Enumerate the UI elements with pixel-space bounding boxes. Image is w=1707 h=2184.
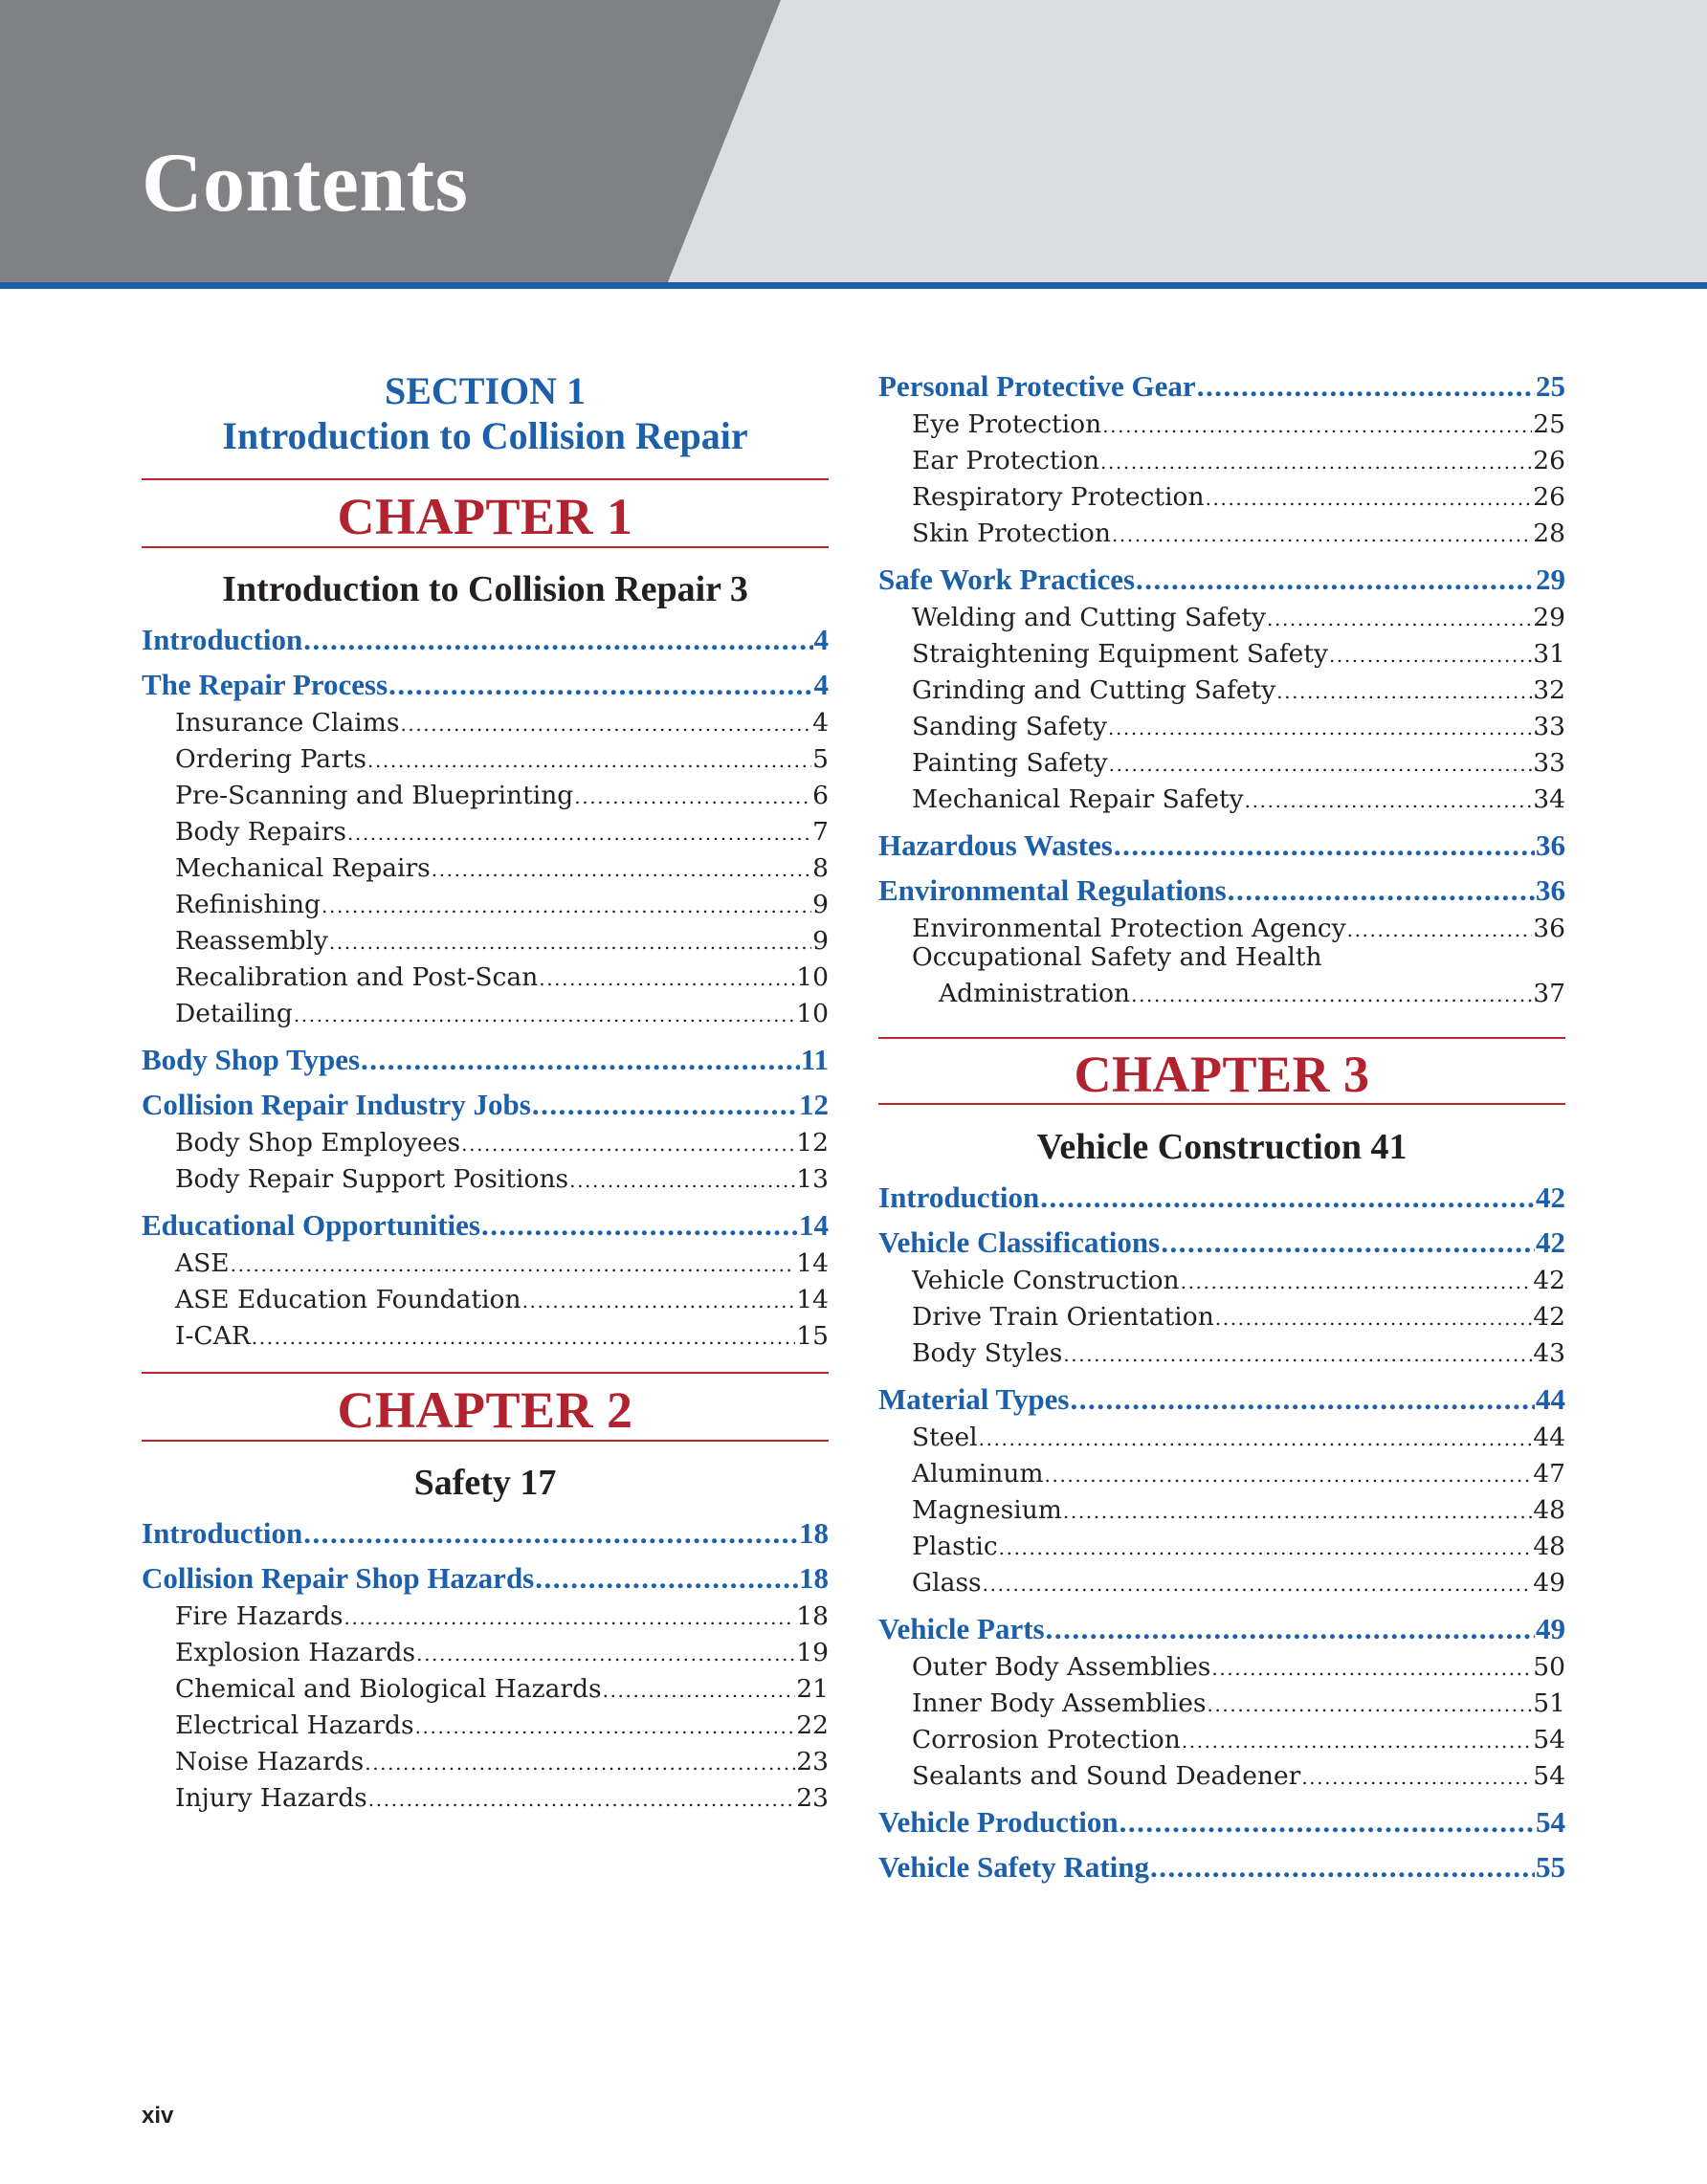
dot-leader (1063, 1337, 1532, 1371)
toc-subentry[interactable] (912, 445, 1565, 478)
toc-entry-page: 9 (812, 926, 829, 956)
dot-leader (1045, 1458, 1533, 1491)
dot-leader (367, 743, 811, 777)
toc-entry-text: Vehicle Classifications (878, 1225, 1161, 1259)
header-blue-rule (0, 282, 1707, 289)
toc-entry-page: 44 (1536, 1382, 1565, 1416)
toc-heading-entry[interactable] (142, 1208, 829, 1243)
dot-leader (1070, 1382, 1535, 1417)
chapter-3-title: Vehicle Construction 41 (1036, 1127, 1408, 1167)
toc-entry-text: Electrical Hazards (175, 1710, 414, 1740)
toc-heading-entry[interactable] (142, 1561, 829, 1596)
toc-entry-text: Mechanical Repair Safety (912, 784, 1244, 814)
toc-entry-text: Ordering Parts (175, 744, 366, 774)
chapter-rule-bottom (142, 546, 829, 548)
toc-subentry[interactable] (175, 743, 829, 777)
toc-entry-text: Corrosion Protection (912, 1725, 1181, 1754)
dot-leader (1150, 1850, 1535, 1885)
toc-entry-page: 26 (1533, 482, 1565, 512)
chapter-1-title: Introduction to Collision Repair 3 (222, 569, 748, 609)
dot-leader (522, 1284, 796, 1317)
toc-entry-text: Vehicle Construction (912, 1266, 1180, 1295)
dot-leader (1245, 783, 1533, 817)
dot-leader (1108, 711, 1532, 744)
toc-subentry[interactable] (912, 481, 1565, 515)
toc-entry-page: 29 (1533, 603, 1565, 632)
toc-subentry[interactable] (175, 780, 829, 813)
toc-subentry[interactable] (912, 638, 1565, 672)
toc-subentry[interactable] (175, 1782, 829, 1816)
toc-entry-text: Material Types (878, 1382, 1070, 1416)
toc-entry-page: 36 (1533, 914, 1565, 943)
toc-entry-page: 4 (812, 708, 829, 738)
toc-entry-text: Inner Body Assemblies (912, 1688, 1207, 1718)
toc-entry-text: Explosion Hazards (175, 1638, 416, 1667)
toc-entry-page: 9 (812, 890, 829, 919)
toc-entry-page: 42 (1536, 1180, 1565, 1214)
dot-leader (416, 1637, 795, 1670)
dot-leader (481, 1208, 798, 1243)
toc-entry-page: 26 (1533, 446, 1565, 475)
toc-entry-page: 34 (1533, 784, 1565, 814)
toc-entry-text: Ear Protection (912, 446, 1100, 475)
toc-entry-page: 7 (812, 817, 829, 847)
toc-entry-text: Body Shop Employees (175, 1128, 461, 1158)
toc-entry-page: 6 (812, 781, 829, 810)
dot-leader (1182, 1724, 1532, 1757)
toc-entry-text: Environmental Regulations (878, 873, 1227, 907)
toc-entry-page: 49 (1533, 1568, 1565, 1598)
toc-subentry[interactable] (175, 1746, 829, 1779)
dot-leader (344, 1600, 796, 1634)
toc-entry-page: 18 (799, 1516, 829, 1550)
toc-entry-page: 31 (1533, 639, 1565, 669)
toc-entry-page: 23 (796, 1747, 829, 1776)
dot-leader (539, 961, 795, 995)
toc-entry-text: Vehicle Safety Rating (878, 1850, 1149, 1884)
dot-leader (1228, 873, 1535, 908)
dot-leader (1114, 828, 1535, 863)
toc-entry-text: ASE Education Foundation (175, 1285, 521, 1314)
dot-leader (347, 816, 811, 849)
toc-entry-osha[interactable] (939, 978, 1565, 1011)
toc-entry-text: Introduction (878, 1180, 1040, 1214)
dot-leader (1215, 1301, 1532, 1335)
toc-entry-page: 8 (812, 853, 829, 883)
toc-entry-page: 44 (1533, 1423, 1565, 1452)
dot-leader (1063, 1494, 1532, 1528)
toc-entry-page: 29 (1536, 563, 1565, 596)
toc-entry-page: 51 (1533, 1688, 1565, 1718)
toc-entry-page: 14 (796, 1248, 829, 1278)
toc-entry-text: Pre-Scanning and Blueprinting (175, 781, 574, 810)
toc-subentry[interactable] (175, 1600, 829, 1634)
toc-subentry[interactable] (912, 1724, 1565, 1757)
toc-entry-text: Chemical and Biological Hazards (175, 1674, 602, 1704)
chapter-2-title: Safety 17 (413, 1463, 557, 1503)
dot-leader (1120, 1805, 1535, 1840)
toc-entry-text: Collision Repair Shop Hazards (142, 1561, 535, 1595)
toc-heading-entry[interactable] (142, 623, 829, 657)
section-label: SECTION 1 (384, 369, 587, 412)
toc-heading-entry[interactable] (878, 1225, 1565, 1260)
toc-entry-text: Grinding and Cutting Safety (912, 675, 1276, 705)
page-folio: xiv (142, 2103, 174, 2129)
dot-leader (1301, 1760, 1532, 1794)
dot-leader (329, 925, 811, 959)
toc-subentry[interactable] (912, 602, 1565, 635)
toc-entry-page: 48 (1533, 1532, 1565, 1561)
dot-leader (461, 1127, 795, 1160)
dot-leader (1181, 1265, 1533, 1298)
dot-leader (1197, 369, 1535, 404)
toc-heading-entry[interactable] (878, 1612, 1565, 1646)
toc-entry-page: 54 (1533, 1761, 1565, 1791)
toc-subentry[interactable] (175, 707, 829, 740)
toc-entry-page: 49 (1536, 1612, 1565, 1645)
toc-entry-text: Detailing (175, 999, 293, 1028)
toc-subentry[interactable] (912, 1265, 1565, 1298)
toc-subentry[interactable] (175, 961, 829, 995)
toc-entry-text: Vehicle Production (878, 1805, 1119, 1839)
toc-entry-text: Straightening Equipment Safety (912, 639, 1328, 669)
toc-subentry[interactable] (912, 1458, 1565, 1491)
toc-entry-text: Sealants and Sound Deadener (912, 1761, 1301, 1791)
toc-entry-page: 12 (799, 1088, 829, 1121)
chapter-1-label: CHAPTER 1 (337, 488, 633, 545)
toc-subentry[interactable] (912, 1651, 1565, 1685)
section-title: Introduction to Collision Repair (222, 414, 748, 457)
dot-leader (535, 1561, 798, 1596)
toc-entry-text: Reassembly (175, 926, 328, 956)
toc-entry-text: ASE (175, 1248, 230, 1278)
toc-heading-entry[interactable] (142, 1043, 829, 1077)
toc-subentry[interactable] (175, 1673, 829, 1707)
toc-entry-page: 48 (1533, 1495, 1565, 1525)
toc-entry-osha-line1[interactable]: Occupational Safety and Health (912, 942, 1322, 972)
dot-leader (999, 1531, 1533, 1564)
toc-subentry[interactable] (912, 1422, 1565, 1455)
dot-leader (321, 889, 811, 922)
toc-subentry[interactable] (912, 1567, 1565, 1600)
toc-entry-page: 11 (800, 1043, 829, 1076)
chapter-rule-top (142, 1372, 829, 1374)
toc-entry-text: I-CAR (175, 1321, 251, 1351)
toc-subentry[interactable] (175, 1320, 829, 1354)
dot-leader (415, 1710, 796, 1743)
dot-leader (252, 1320, 795, 1354)
toc-entry-page: 42 (1533, 1302, 1565, 1332)
toc-subentry[interactable] (912, 674, 1565, 708)
dot-leader (574, 780, 811, 813)
dot-leader (1046, 1612, 1535, 1646)
toc-entry-text: Skin Protection (912, 518, 1111, 548)
dot-leader (1211, 1651, 1532, 1685)
toc-heading-entry[interactable] (142, 668, 829, 702)
toc-entry-page: 54 (1536, 1805, 1565, 1839)
toc-entry-page: 4 (813, 668, 829, 701)
toc-entry-text: Magnesium (912, 1495, 1062, 1525)
toc-entry-text: Eye Protection (912, 409, 1102, 439)
toc-entry-page: 15 (796, 1321, 829, 1351)
chapter-rule-bottom (142, 1440, 829, 1442)
toc-subentry[interactable] (175, 889, 829, 922)
toc-entry-text: Insurance Claims (175, 708, 400, 738)
toc-entry-text: Body Repairs (175, 817, 346, 847)
toc-entry-text: Body Styles (912, 1338, 1063, 1368)
dot-leader (294, 998, 795, 1031)
toc-entry-page: 36 (1536, 828, 1565, 862)
toc-heading-entry[interactable] (878, 873, 1565, 908)
toc-entry-text: Safe Work Practices (878, 563, 1136, 596)
toc-subentry[interactable] (175, 925, 829, 959)
toc-entry-text: Administration (939, 979, 1131, 1008)
toc-subentry[interactable] (175, 1284, 829, 1317)
dot-leader (1161, 1225, 1535, 1260)
toc-subentry[interactable] (175, 1710, 829, 1743)
toc-entry-page: 43 (1533, 1338, 1565, 1368)
toc-entry-page: 14 (799, 1208, 829, 1242)
dot-leader (1136, 563, 1535, 597)
toc-entry-page: 4 (813, 623, 829, 656)
dot-leader (1276, 674, 1532, 708)
dot-leader (388, 668, 812, 702)
dot-leader (532, 1088, 798, 1122)
toc-entry-page: 21 (796, 1674, 829, 1704)
toc-entry-text: Vehicle Parts (878, 1612, 1045, 1645)
toc-subentry[interactable] (912, 711, 1565, 744)
dot-leader (1208, 1688, 1533, 1721)
toc-heading-entry[interactable] (878, 1805, 1565, 1840)
toc-subentry[interactable] (912, 408, 1565, 442)
dot-leader (303, 1516, 798, 1551)
toc-entry-page: 18 (796, 1601, 829, 1631)
chapter-3-label: CHAPTER 3 (1074, 1046, 1370, 1103)
toc-entry-page: 19 (796, 1638, 829, 1667)
dot-leader (1100, 445, 1532, 478)
toc-subentry[interactable] (175, 816, 829, 849)
page-title: Contents (142, 137, 469, 230)
toc-entry-text: Collision Repair Industry Jobs (142, 1088, 531, 1121)
toc-entry-page: 18 (799, 1561, 829, 1595)
toc-subentry[interactable] (912, 1337, 1565, 1371)
toc-subentry[interactable] (912, 1531, 1565, 1564)
toc-entry-page: 28 (1533, 518, 1565, 548)
toc-entry-text: Painting Safety (912, 748, 1108, 778)
toc-heading-entry[interactable] (142, 1516, 829, 1551)
toc-heading-entry[interactable] (878, 369, 1565, 404)
toc-heading-entry[interactable] (878, 1180, 1565, 1215)
toc-subentry[interactable] (912, 1760, 1565, 1794)
toc-entry-page: 33 (1533, 712, 1565, 741)
dot-leader (231, 1247, 796, 1281)
toc-entry-text: Injury Hazards (175, 1783, 367, 1813)
dot-leader (303, 623, 812, 657)
dot-leader (1267, 602, 1532, 635)
toc-entry-text: Body Repair Support Positions (175, 1164, 569, 1194)
dot-leader (979, 1422, 1533, 1455)
toc-entry-text: Steel (912, 1423, 978, 1452)
toc-entry-text: Recalibration and Post-Scan (175, 962, 539, 992)
toc-entry-page: 47 (1533, 1459, 1565, 1489)
dot-leader (1131, 978, 1532, 1011)
dot-leader (569, 1163, 795, 1197)
toc-entry-text: Introduction (142, 1516, 303, 1550)
toc-entry-page: 37 (1533, 979, 1565, 1008)
toc-subentry[interactable] (175, 998, 829, 1031)
dot-leader (1206, 481, 1533, 515)
toc-subentry[interactable] (912, 1688, 1565, 1721)
toc-entry-page: 25 (1536, 369, 1565, 403)
toc-entry-text: Refinishing (175, 890, 321, 919)
toc-entry-page: 10 (796, 999, 829, 1028)
dot-leader (1109, 747, 1533, 781)
toc-entry-page: 55 (1536, 1850, 1565, 1884)
toc-entry-page: 32 (1533, 675, 1565, 705)
dot-leader (432, 852, 811, 886)
toc-entry-text: Plastic (912, 1532, 998, 1561)
toc-subentry[interactable] (175, 852, 829, 886)
dot-leader (361, 1043, 800, 1077)
toc-subentry[interactable] (175, 1163, 829, 1197)
toc-entry-text: Noise Hazards (175, 1747, 365, 1776)
toc-entry-page: 54 (1533, 1725, 1565, 1754)
toc-entry-text: Personal Protective Gear (878, 369, 1196, 403)
dot-leader (1112, 518, 1532, 551)
dot-leader (1329, 638, 1532, 672)
toc-entry-text: Introduction (142, 623, 303, 656)
toc-heading-entry[interactable] (878, 828, 1565, 863)
chapter-rule-bottom (878, 1103, 1565, 1105)
toc-entry-page: 5 (812, 744, 829, 774)
toc-entry-page: 25 (1533, 409, 1565, 439)
toc-heading-entry[interactable] (142, 1088, 829, 1122)
toc-entry-page: 33 (1533, 748, 1565, 778)
toc-subentry[interactable] (912, 518, 1565, 551)
toc-entry-text: Fire Hazards (175, 1601, 344, 1631)
toc-subentry[interactable] (912, 1301, 1565, 1335)
toc-entry-text: Drive Train Orientation (912, 1302, 1214, 1332)
toc-subentry[interactable] (912, 747, 1565, 781)
toc-subentry[interactable] (912, 783, 1565, 817)
dot-leader (1040, 1180, 1535, 1215)
chapter-2-label: CHAPTER 2 (337, 1381, 633, 1439)
toc-entry-page: 42 (1536, 1225, 1565, 1259)
toc-entry-page: 12 (796, 1128, 829, 1158)
toc-entry-text: Educational Opportunities (142, 1208, 480, 1242)
toc-subentry[interactable] (175, 1247, 829, 1281)
toc-entry-page: 13 (796, 1164, 829, 1194)
toc-entry-text: Respiratory Protection (912, 482, 1205, 512)
toc-entry-text: Environmental Protection Agency (912, 914, 1346, 943)
dot-leader (983, 1567, 1533, 1600)
dot-leader (400, 707, 811, 740)
dot-leader (1102, 408, 1532, 442)
toc-entry-text: Welding and Cutting Safety (912, 603, 1267, 632)
toc-subentry[interactable] (175, 1637, 829, 1670)
toc-entry-page: 14 (796, 1285, 829, 1314)
dot-leader (368, 1782, 795, 1816)
toc-entry-text: Aluminum (912, 1459, 1044, 1489)
toc-subentry[interactable] (175, 1127, 829, 1160)
toc-entry-page: 42 (1533, 1266, 1565, 1295)
toc-entry-page: 22 (796, 1710, 829, 1740)
toc-entry-text: Sanding Safety (912, 712, 1107, 741)
toc-entry-text: The Repair Process (142, 668, 388, 701)
chapter-rule-top (878, 1037, 1565, 1039)
toc-entry-text: Hazardous Wastes (878, 828, 1113, 862)
dot-leader (1347, 913, 1533, 946)
toc-entry-text: Outer Body Assemblies (912, 1652, 1211, 1682)
toc-subentry[interactable] (912, 1494, 1565, 1528)
toc-entry-text: Body Shop Types (142, 1043, 361, 1076)
toc-heading-entry[interactable] (878, 563, 1565, 597)
toc-heading-entry[interactable] (878, 1850, 1565, 1885)
dot-leader (603, 1673, 796, 1707)
toc-entry-text: Glass (912, 1568, 982, 1598)
toc-heading-entry[interactable] (878, 1382, 1565, 1417)
dot-leader (365, 1746, 795, 1779)
toc-entry-text: Mechanical Repairs (175, 853, 431, 883)
toc-entry-page: 36 (1536, 873, 1565, 907)
toc-entry-page: 50 (1533, 1652, 1565, 1682)
toc-entry-page: 10 (796, 962, 829, 992)
toc-entry-page: 23 (796, 1783, 829, 1813)
chapter-rule-top (142, 478, 829, 480)
